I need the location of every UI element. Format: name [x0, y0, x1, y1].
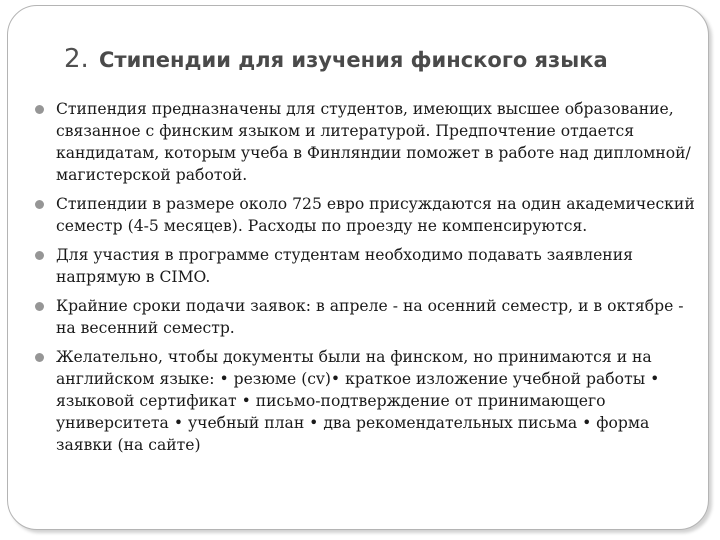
bullet-item — [33, 346, 705, 456]
bullet-text: Стипендия предназначены для студентов, имеющих высшее образование, связанное с финским языком и литературой. Предпочтение отдается кандидатам, которым учеба в Финляндии поможет в работе над дипломной/магистерской работой. — [56, 100, 691, 184]
bullet-text: Стипендии в размере около 725 евро присуждаются на один академический семестр (4-5 месяцев). Расходы по проезду не компенсируются. — [56, 195, 695, 235]
title-number: 2. — [64, 44, 89, 74]
bullet-item — [33, 244, 705, 288]
bullet-item — [33, 193, 705, 237]
slide-frame — [7, 5, 709, 530]
slide-title — [64, 37, 608, 75]
bullet-text: Желательно, чтобы документы были на финском, но принимаются и на английском языке: • резюме (cv)• краткое изложение учебной работы • языковой сертификат • письмо-подтверждение от принимающего университета • учебный план • два рекомендательных письма • форма заявки (на сайте) — [56, 348, 660, 454]
bullet-list — [33, 98, 705, 463]
bullet-dot-icon — [35, 302, 44, 311]
bullet-dot-icon — [35, 105, 44, 114]
bullet-dot-icon — [35, 353, 44, 362]
bullet-text: Для участия в программе студентам необходимо подавать заявления напрямую в CIMO. — [56, 246, 633, 286]
bullet-item — [33, 295, 705, 339]
bullet-dot-icon — [35, 200, 44, 209]
bullet-text: Крайние сроки подачи заявок: в апреле - на осенний семестр, и в октябре - на весенний семестр. — [56, 297, 684, 337]
bullet-item — [33, 98, 705, 186]
title-text: Стипендии для изучения финского языка — [98, 48, 608, 72]
bullet-dot-icon — [35, 251, 44, 260]
